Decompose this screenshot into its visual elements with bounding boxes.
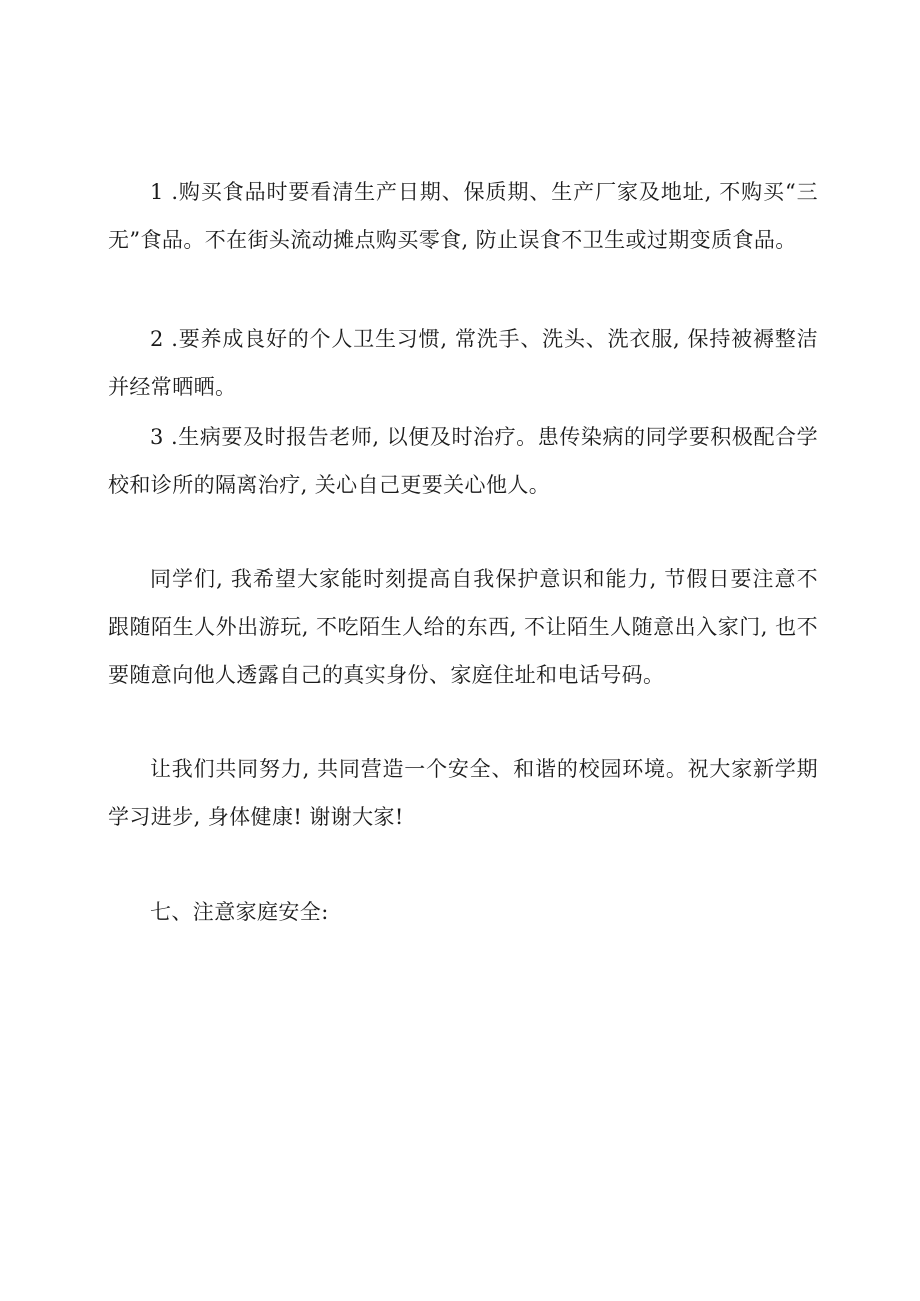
paragraph-self-protection: 同学们, 我希望大家能时刻提高自我保护意识和能力, 节假日要注意不跟随陌生人外出游玩, 不吃陌生人给的东西, 不让陌生人随意出入家门, 也不要随意向他人透露自己的真实身份、家庭住址和电话号码。: [108, 567, 818, 687]
paragraph-illness-report: 3 .生病要及时报告老师, 以便及时治疗。患传染病的同学要积极配合学校和诊所的隔离治疗, 关心自己更要关心他人。: [108, 425, 818, 497]
paragraph-closing-wishes: 让我们共同努力, 共同营造一个安全、和谐的校园环境。祝大家新学期学习进步, 身体健康! 谢谢大家!: [108, 757, 818, 829]
section-heading-home-safety: 七、注意家庭安全:: [150, 900, 329, 924]
paragraph-personal-hygiene: 2 .要养成良好的个人卫生习惯, 常洗手、洗头、洗衣服, 保持被褥整洁并经常晒晒。: [108, 327, 818, 399]
paragraph-food-safety: 1 .购买食品时要看清生产日期、保质期、生产厂家及地址, 不购买“三无”食品。不在街头流动摊点购买零食, 防止误食不卫生或过期变质食品。: [108, 180, 818, 252]
